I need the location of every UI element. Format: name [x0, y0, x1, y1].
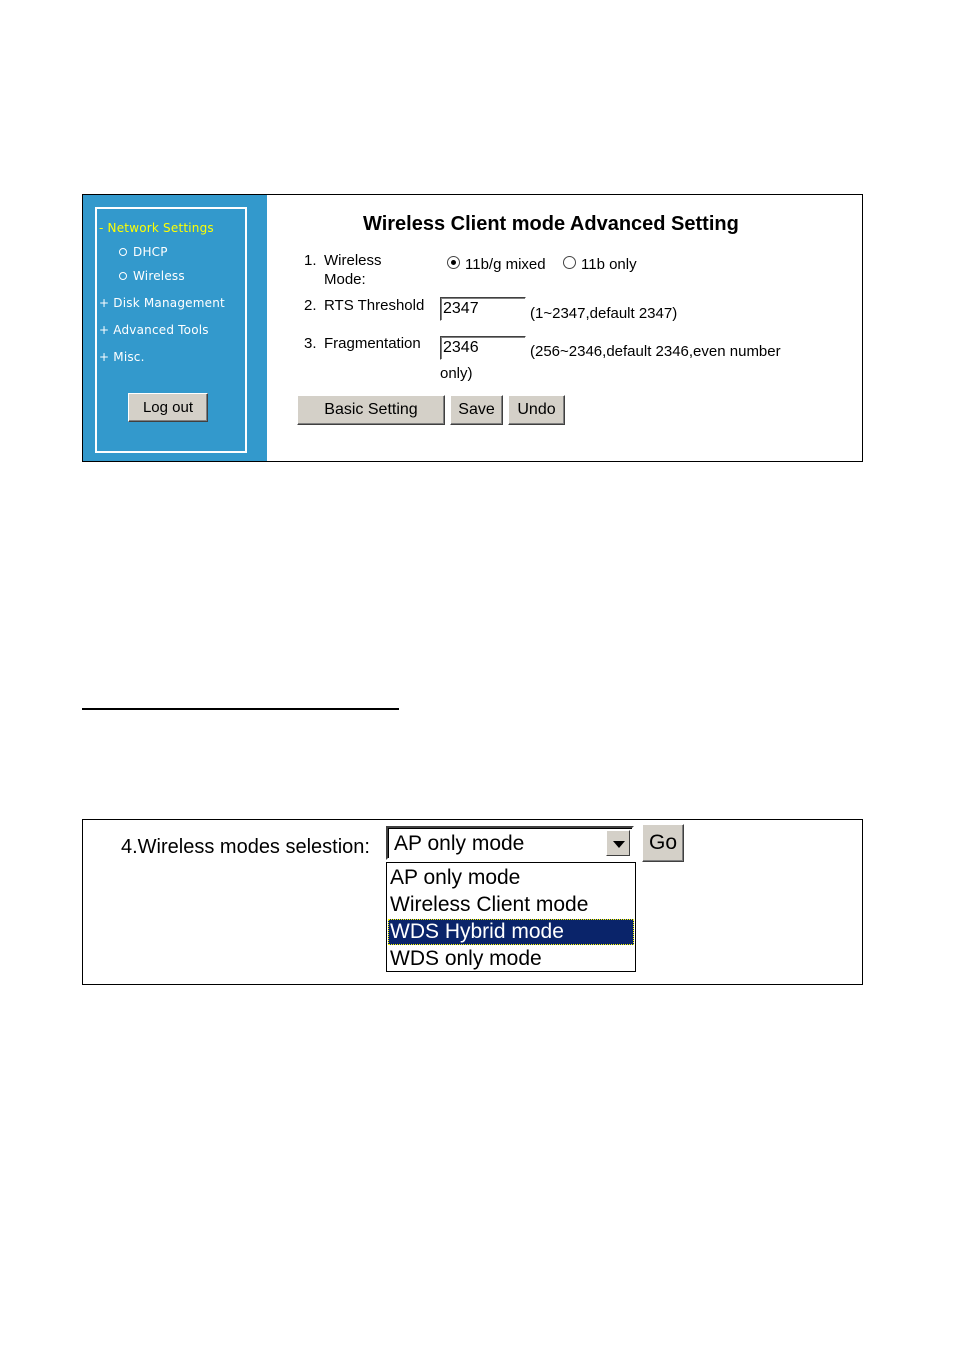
- sidebar-item-misc[interactable]: [99, 350, 145, 364]
- wireless-modes-panel: [82, 819, 863, 985]
- radio-11bg-mixed-label: 11b/g mixed: [465, 256, 546, 273]
- logout-button[interactable]: Log out: [128, 393, 208, 422]
- save-button[interactable]: Save: [450, 395, 503, 425]
- wireless-mode-number: 1.: [304, 252, 317, 269]
- wireless-modes-label: 4.Wireless modes selestion:: [121, 836, 370, 858]
- sidebar-item-advanced-tools[interactable]: [99, 323, 209, 337]
- radio-11b-only-label: 11b only: [581, 256, 637, 273]
- dropdown-option-wireless-client[interactable]: Wireless Client mode: [390, 893, 589, 916]
- rts-threshold-input[interactable]: [440, 297, 526, 321]
- section-underline: [82, 708, 399, 710]
- advanced-setting-panel: [82, 194, 863, 462]
- sidebar-item-label: + Disk Management: [99, 296, 225, 310]
- sidebar-item-dhcp[interactable]: [119, 245, 168, 259]
- fragmentation-number: 3.: [304, 335, 317, 352]
- dropdown-list: [386, 862, 636, 972]
- rts-hint: (1~2347,default 2347): [530, 305, 678, 322]
- undo-button[interactable]: Undo: [508, 395, 565, 425]
- fragmentation-hint-line1: (256~2346,default 2346,even number: [530, 343, 781, 360]
- go-button[interactable]: Go: [642, 824, 684, 862]
- fragmentation-hint-line2: only): [440, 365, 473, 382]
- sidebar-item-network-settings[interactable]: [99, 221, 214, 235]
- sidebar-item-label: Wireless: [133, 269, 185, 283]
- fragmentation-label: Fragmentation: [324, 335, 421, 352]
- dropdown-option-wds-only[interactable]: WDS only mode: [390, 947, 542, 970]
- basic-setting-button[interactable]: Basic Setting: [297, 395, 445, 425]
- wireless-mode-label-line1: Wireless: [324, 252, 382, 269]
- sidebar-item-disk-management[interactable]: [99, 296, 225, 310]
- sidebar-item-wireless[interactable]: [119, 269, 185, 283]
- page-title: Wireless Client mode Advanced Setting: [363, 213, 739, 235]
- sidebar-item-label: - Network Settings: [99, 221, 214, 235]
- dropdown-option-wds-hybrid[interactable]: WDS Hybrid mode: [388, 919, 634, 945]
- dropdown-option-ap-only[interactable]: AP only mode: [390, 866, 521, 889]
- sidebar-item-label: + Misc.: [99, 350, 145, 364]
- radio-11b-only[interactable]: [563, 256, 576, 269]
- wireless-modes-select[interactable]: [386, 826, 634, 860]
- sidebar: [83, 195, 267, 461]
- radio-11bg-mixed[interactable]: [447, 256, 460, 269]
- rts-label: RTS Threshold: [324, 297, 425, 314]
- bullet-icon: [119, 248, 127, 256]
- select-current-value: AP only mode: [394, 832, 525, 855]
- sidebar-item-label: + Advanced Tools: [99, 323, 209, 337]
- rts-number: 2.: [304, 297, 317, 314]
- bullet-icon: [119, 272, 127, 280]
- fragmentation-input[interactable]: [440, 336, 526, 360]
- sidebar-item-label: DHCP: [133, 245, 168, 259]
- chevron-down-icon[interactable]: [606, 830, 630, 856]
- wireless-mode-label-line2: Mode:: [324, 271, 366, 288]
